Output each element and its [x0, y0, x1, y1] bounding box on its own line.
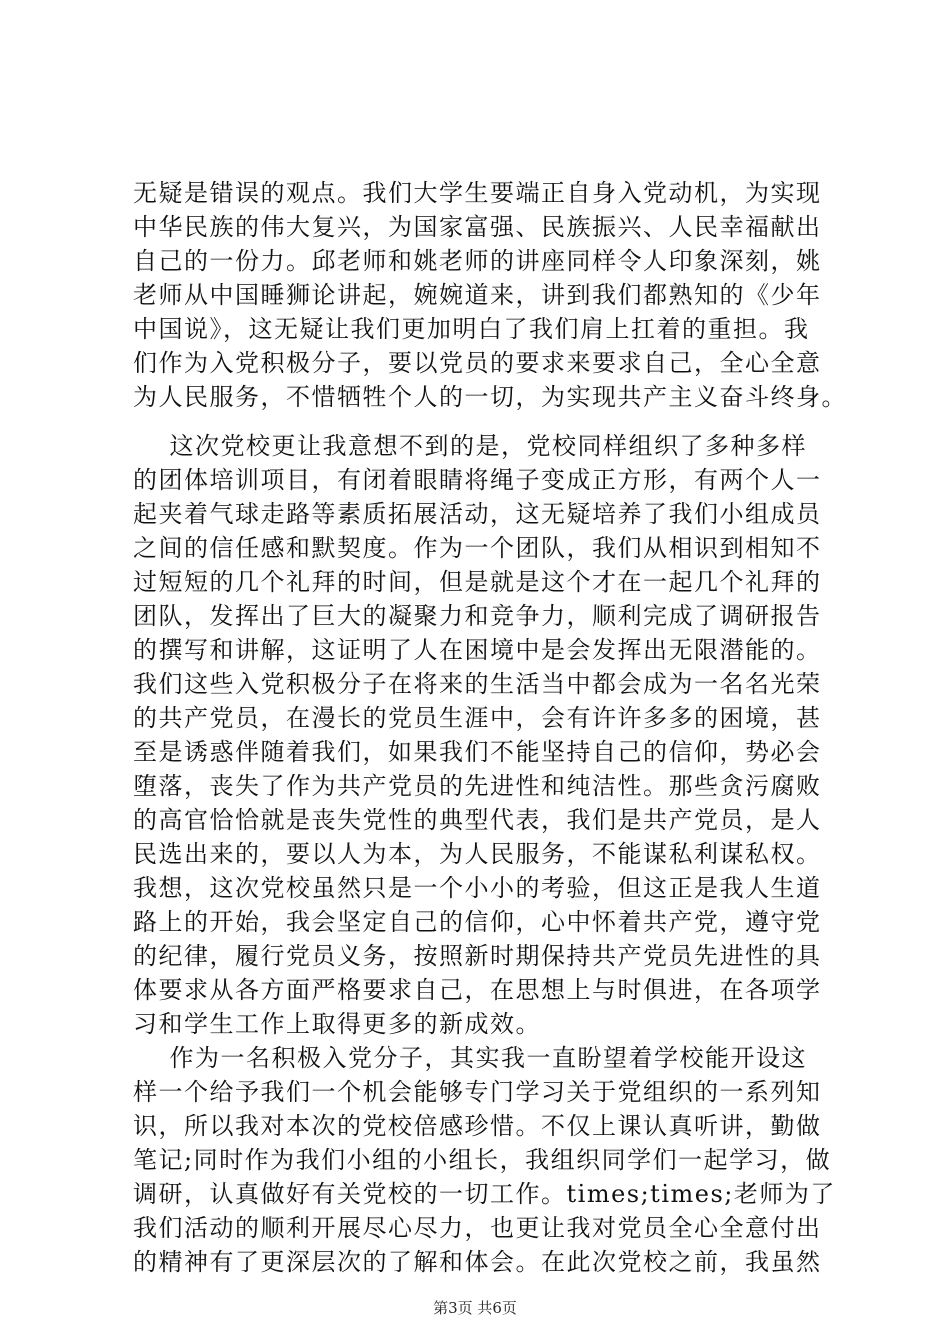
text-line: 我们活动的顺利开展尽心尽力，也更让我对党员全心全意付出 — [133, 1214, 822, 1242]
page-number-footer: 第3页 共6页 — [433, 1299, 517, 1317]
text-line: 老师从中国睡狮论讲起，婉婉道来，讲到我们都熟知的《少年 — [133, 281, 822, 309]
text-line: 的撰写和讲解，这证明了人在困境中是会发挥出无限潜能的。 — [133, 636, 822, 664]
paragraph-start-line: 作为一名积极入党分子，其实我一直盼望着学校能开设这 — [133, 1044, 808, 1072]
text-line: 习和学生工作上取得更多的新成效。 — [133, 1010, 541, 1038]
text-line: 起夹着气球走路等素质拓展活动，这无疑培养了我们小组成员 — [133, 500, 822, 528]
text-line: 我们这些入党积极分子在将来的生活当中都会成为一名名光荣 — [133, 670, 822, 698]
text-line: 中国说》，这无疑让我们更加明白了我们肩上扛着的重担。我 — [133, 315, 810, 343]
text-line: 团队，发挥出了巨大的凝聚力和竞争力，顺利完成了调研报告 — [133, 602, 822, 630]
text-line: 的高官恰恰就是丧失党性的典型代表，我们是共产党员，是人 — [133, 806, 822, 834]
text-line: 为人民服务，不惜牺牲个人的一切，为实现共产主义奋斗终身。 — [133, 383, 847, 411]
text-line: 民选出来的，要以人为本，为人民服务，不能谋私利谋私权。 — [133, 840, 822, 868]
text-line: 笔记;同时作为我们小组的小组长，我组织同学们一起学习，做 — [133, 1146, 832, 1174]
text-line: 的精神有了更深层次的了解和体会。在此次党校之前，我虽然 — [133, 1248, 822, 1276]
text-line: 自己的一份力。邱老师和姚老师的讲座同样令人印象深刻，姚 — [133, 247, 822, 275]
text-line: 体要求从各方面严格要求自己，在思想上与时俱进，在各项学 — [133, 976, 822, 1004]
text-line: 之间的信任感和默契度。作为一个团队，我们从相识到相知不 — [133, 534, 822, 562]
text-line: 至是诱惑伴随着我们，如果我们不能坚持自己的信仰，势必会 — [133, 738, 822, 766]
paragraph-start-line: 这次党校更让我意想不到的是，党校同样组织了多种多样 — [133, 432, 808, 460]
text-line: 的纪律，履行党员义务，按照新时期保持共产党员先进性的具 — [133, 942, 822, 970]
text-line: 我想，这次党校虽然只是一个小小的考验，但这正是我人生道 — [133, 874, 822, 902]
text-line: 无疑是错误的观点。我们大学生要端正自身入党动机，为实现 — [133, 179, 822, 207]
text-line: 中华民族的伟大复兴，为国家富强、民族振兴、人民幸福献出 — [133, 213, 822, 241]
text-line: 样一个给予我们一个机会能够专门学习关于党组织的一系列知 — [133, 1078, 822, 1106]
text-line: 调研，认真做好有关党校的一切工作。times;times;老师为了 — [133, 1180, 836, 1208]
text-line: 的团体培训项目，有闭着眼睛将绳子变成正方形，有两个人一 — [133, 466, 822, 494]
text-line: 们作为入党积极分子，要以党员的要求来要求自己，全心全意 — [133, 349, 822, 377]
text-line: 堕落，丧失了作为共产党员的先进性和纯洁性。那些贪污腐败 — [133, 772, 822, 800]
text-line: 的共产党员，在漫长的党员生涯中，会有许许多多的困境，甚 — [133, 704, 822, 732]
text-line: 路上的开始，我会坚定自己的信仰，心中怀着共产党，遵守党 — [133, 908, 822, 936]
text-line: 过短短的几个礼拜的时间，但是就是这个才在一起几个礼拜的 — [133, 568, 822, 596]
text-line: 识，所以我对本次的党校倍感珍惜。不仅上课认真听讲，勤做 — [133, 1112, 822, 1140]
